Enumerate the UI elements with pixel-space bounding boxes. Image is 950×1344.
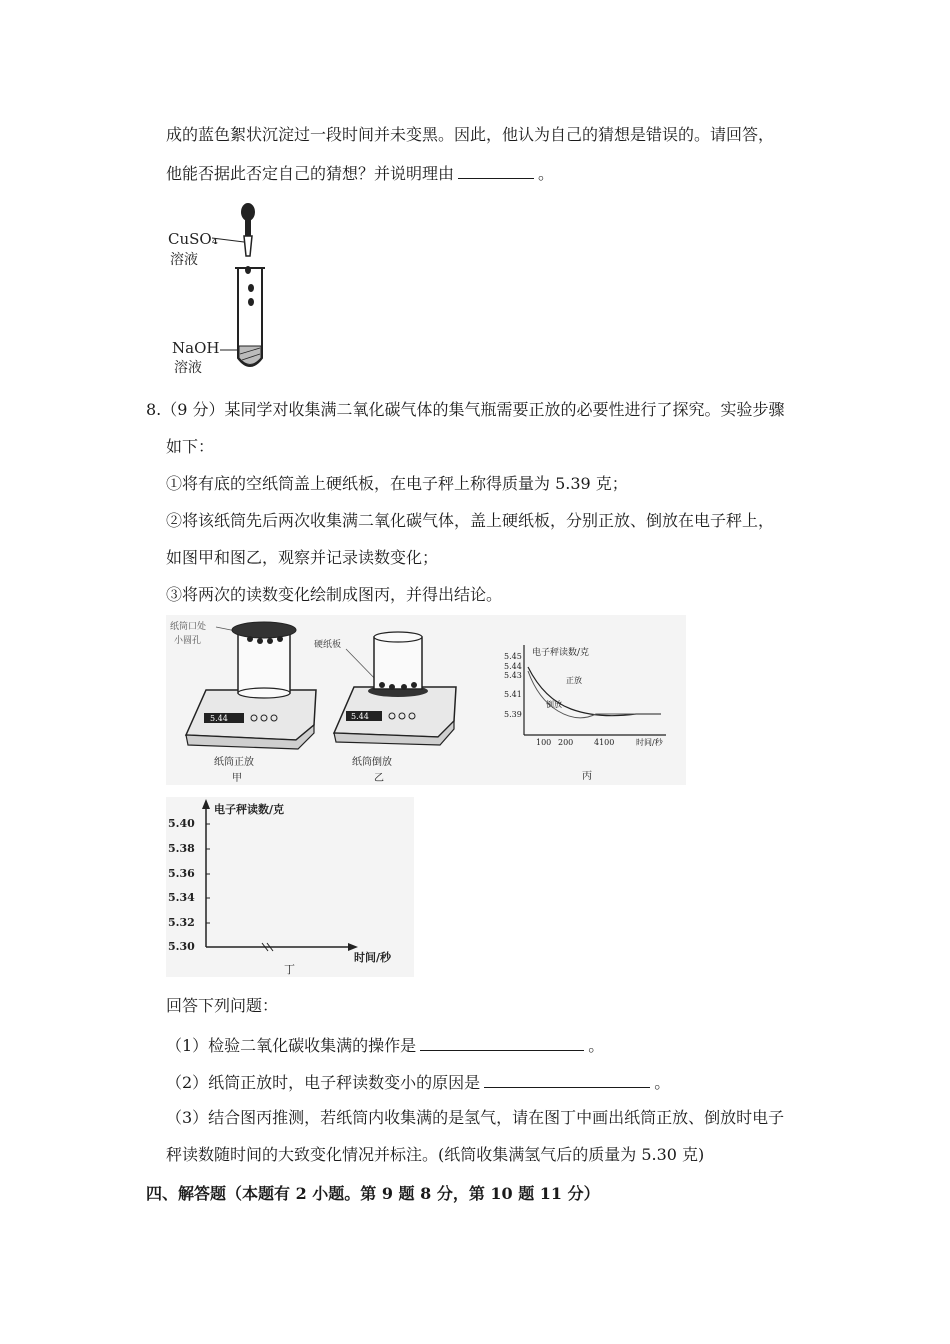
svg-text:100: 100 xyxy=(536,738,552,747)
paper-cylinder xyxy=(238,633,290,693)
sub1-end: 。 xyxy=(588,1036,605,1055)
q7-line2-text: 他能否据此否定自己的猜想？并说明理由 xyxy=(166,164,455,183)
svg-text:5.30: 5.30 xyxy=(168,940,195,953)
answer-intro: 回答下列问题： xyxy=(166,996,279,1015)
svg-text:纸筒倒放: 纸筒倒放 xyxy=(352,757,392,768)
answer-blank[interactable] xyxy=(458,162,534,179)
svg-text:5.39: 5.39 xyxy=(504,710,522,719)
svg-text:5.44: 5.44 xyxy=(351,712,369,721)
sub-question-3a: （3）结合图丙推测，若纸筒内收集满的是氢气，请在图丁中画出纸筒正放、倒放时电子 xyxy=(166,1108,785,1127)
figure-ding-graph xyxy=(166,797,414,977)
q8-step3: ③将两次的读数变化绘制成图丙，并得出结论。 xyxy=(166,585,503,604)
sub1-answer-blank[interactable] xyxy=(420,1034,584,1051)
svg-text:5.44: 5.44 xyxy=(504,662,522,671)
cuso4-solution-label: 溶液 xyxy=(170,252,198,268)
q7-line2 xyxy=(166,162,554,184)
figures-jia-yi-bing xyxy=(166,615,686,785)
section4-title: 四、解答题（本题有 2 小题。第 9 题 8 分，第 10 题 11 分） xyxy=(146,1184,600,1203)
svg-text:5.36: 5.36 xyxy=(168,867,195,880)
svg-text:5.32: 5.32 xyxy=(168,916,195,929)
svg-text:200: 200 xyxy=(558,738,574,747)
svg-text:5.40: 5.40 xyxy=(168,817,195,830)
svg-text:4100: 4100 xyxy=(594,738,615,747)
svg-text:纸筒口处: 纸筒口处 xyxy=(170,622,207,632)
svg-text:时间/秒: 时间/秒 xyxy=(354,951,392,964)
sub2-text: （2）纸筒正放时，电子秤读数变小的原因是 xyxy=(166,1073,481,1092)
q8-step1: ①将有底的空纸筒盖上硬纸板，在电子秤上称得质量为 5.39 克； xyxy=(166,474,628,493)
dropper-testtube-figure xyxy=(162,198,292,378)
sub-question-1 xyxy=(166,1034,604,1056)
svg-text:5.43: 5.43 xyxy=(504,671,522,680)
svg-text:时间/秒: 时间/秒 xyxy=(636,738,663,747)
q8-intro: 8.（9 分）某同学对收集满二氧化碳气体的集气瓶需要正放的必要性进行了探究。实验步骤 xyxy=(146,400,785,419)
cardboard-lid xyxy=(232,622,296,638)
naoh-solution-label: 溶液 xyxy=(174,360,202,376)
q8-intro2: 如下： xyxy=(166,437,215,456)
svg-text:5.44: 5.44 xyxy=(210,714,228,723)
q8-step2b: 如图甲和图乙，观察并记录读数变化； xyxy=(166,548,439,567)
q8-step2a: ②将该纸筒先后两次收集满二氧化碳气体，盖上硬纸板，分别正放、倒放在电子秤上， xyxy=(166,511,775,530)
svg-text:乙: 乙 xyxy=(374,773,384,784)
q7-line1: 成的蓝色絮状沉淀过一段时间并未变黑。因此，他认为自己的猜想是错误的。请回答， xyxy=(166,125,775,144)
svg-text:正放: 正放 xyxy=(566,676,582,685)
svg-text:电子秤读数/克: 电子秤读数/克 xyxy=(214,803,285,816)
svg-text:电子秤读数/克: 电子秤读数/克 xyxy=(532,648,590,658)
svg-text:5.38: 5.38 xyxy=(168,842,195,855)
svg-text:甲: 甲 xyxy=(232,773,242,784)
svg-text:丁: 丁 xyxy=(284,963,295,976)
dropper-neck xyxy=(245,218,251,236)
svg-text:硬纸板: 硬纸板 xyxy=(314,640,342,650)
svg-text:5.41: 5.41 xyxy=(504,690,522,699)
naoh-label: NaOH xyxy=(172,339,220,357)
sub2-answer-blank[interactable] xyxy=(484,1071,650,1088)
svg-text:5.34: 5.34 xyxy=(168,891,195,904)
sub2-end: 。 xyxy=(654,1073,671,1092)
sub-question-3b: 秤读数随时间的大致变化情况并标注。(纸筒收集满氢气后的质量为 5.30 克) xyxy=(166,1145,705,1164)
svg-text:倒放: 倒放 xyxy=(546,700,562,709)
svg-text:小圆孔: 小圆孔 xyxy=(174,636,202,646)
q7-line2-end: 。 xyxy=(538,164,555,183)
svg-text:纸筒正放: 纸筒正放 xyxy=(214,757,254,768)
dropper-tube xyxy=(244,236,252,256)
svg-text:5.45: 5.45 xyxy=(504,652,522,661)
sub-question-2 xyxy=(166,1071,670,1093)
sub1-text: （1）检验二氧化碳收集满的操作是 xyxy=(166,1036,417,1055)
svg-text:丙: 丙 xyxy=(582,771,592,782)
cuso4-label: CuSO₄ xyxy=(168,230,218,248)
